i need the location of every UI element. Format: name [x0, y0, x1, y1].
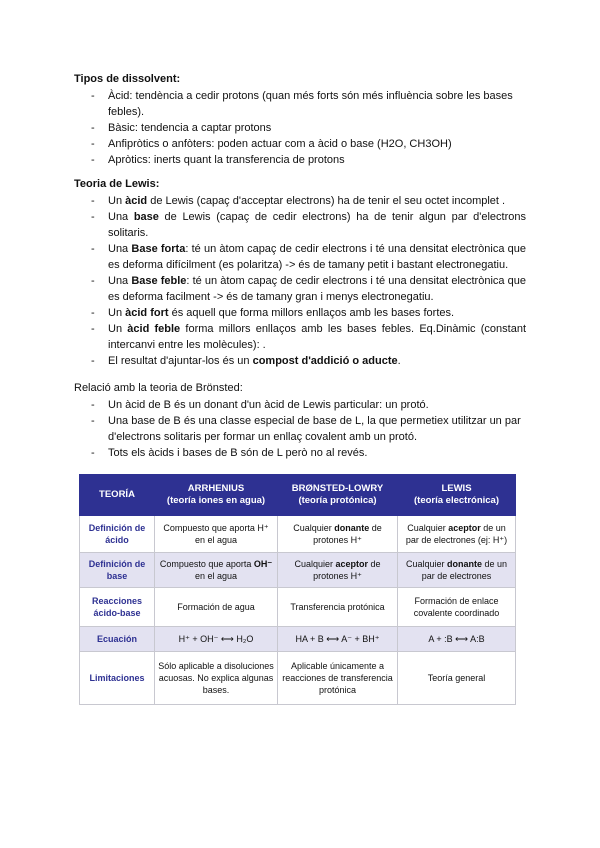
bronsted-list — [74, 397, 526, 461]
row-label: Reacciones ácido-base — [80, 588, 155, 627]
table-cell: Cualquier donante de protones H⁺ — [278, 516, 398, 553]
acid-base-theories-table — [79, 474, 516, 705]
table-row — [80, 516, 516, 553]
table-row — [80, 627, 516, 652]
list-item: - Una base de B és una classe especial de base de L, la que permetiex utilitzar un par d'electrons solitaris per formar un enllaç covalent amb un protó. — [91, 415, 521, 443]
row-label: Ecuación — [80, 627, 155, 652]
table-row — [80, 553, 516, 588]
row-label: Definición de base — [80, 553, 155, 588]
lewis-list — [74, 193, 526, 369]
solvents-section — [74, 72, 526, 168]
list-item: - Apròtics: inerts quant la transferencia de protons — [91, 154, 345, 166]
row-label: Definición de ácido — [80, 516, 155, 553]
table-row — [80, 652, 516, 705]
list-item: - Anfipròtics o anfòters: poden actuar com a àcid o base (H2O, CH3OH) — [91, 138, 452, 150]
bronsted-heading: Relació amb la teoria de Brönsted: — [74, 382, 243, 394]
table-cell: Aplicable únicamente a reacciones de transferencia protónica — [278, 652, 398, 705]
list-item: - Un àcid feble forma millors enllaços amb les bases febles. Eq.Dinàmic (constant intercanvi entre les molècules): . — [91, 323, 527, 351]
header-lewis: LEWIS (teoría electrónica) — [398, 475, 516, 516]
table-cell: Cualquier aceptor de protones H⁺ — [278, 553, 398, 588]
table-cell: Compuesto que aporta OH⁻ en el agua — [155, 553, 278, 588]
table-cell: Formación de agua — [155, 588, 278, 627]
lewis-section — [74, 177, 526, 369]
lewis-heading: Teoria de Lewis: — [74, 178, 160, 190]
table-row — [80, 588, 516, 627]
solvents-list — [74, 88, 526, 168]
bronsted-section — [74, 381, 526, 461]
list-item: - Un àcid de B és un donant d'un àcid de Lewis particular: un protó. — [91, 399, 429, 411]
table-cell: Formación de enlace covalente coordinado — [398, 588, 516, 627]
list-item: - Un àcid fort és aquell que forma millors enllaços amb les bases fortes. — [91, 307, 455, 319]
list-item: - El resultat d'ajuntar-los és un compost d'addició o aducte. — [91, 355, 401, 367]
table-cell: Cualquier donante de un par de electrones — [398, 553, 516, 588]
list-item: - Bàsic: tendencia a captar protons — [91, 122, 272, 134]
table-cell: Teoría general — [398, 652, 516, 705]
header-arrhenius: ARRHENIUS (teoría iones en agua) — [155, 475, 278, 516]
header-bronsted-lowry: BRØNSTED-LOWRY (teoría protónica) — [278, 475, 398, 516]
table-cell: A + :B ⟷ A:B — [398, 627, 516, 652]
list-item: - Una Base forta: té un àtom capaç de cedir electrons i té una densitat electrònica que es deforma difícilment (es polaritza) -> és de tamany petit i bastant electronegatiu. — [91, 243, 526, 271]
header-theory: TEORÍA — [80, 475, 155, 516]
list-item: - Un àcid de Lewis (capaç d'acceptar electrons) ha de tenir el seu octet incomplet . — [91, 195, 506, 207]
table-cell: Transferencia protónica — [278, 588, 398, 627]
table-cell: Compuesto que aporta H⁺ en el agua — [155, 516, 278, 553]
table-cell: Cualquier aceptor de un par de electrones (ej: H⁺) — [398, 516, 516, 553]
list-item: - Una base de Lewis (capaç de cedir electrons) ha de tenir algun par d'electrons solitaris. — [91, 211, 526, 239]
table-header-row — [80, 475, 516, 516]
table-cell: Sólo aplicable a disoluciones acuosas. No explica algunas bases. — [155, 652, 278, 705]
table-cell: H⁺ + OH⁻ ⟷ H₂O — [155, 627, 278, 652]
solvents-heading: Tipos de dissolvent: — [74, 73, 181, 85]
table-cell: HA + B ⟷ A⁻ + BH⁺ — [278, 627, 398, 652]
list-item: - Una Base feble: té un àtom capaç de cedir electrons i té una densitat electrònica que es deforma facilment -> és de tamany gran i menys electronegatiu. — [91, 275, 526, 303]
list-item: - Àcid: tendència a cedir protons (quan més forts són més influència sobre les bases febles). — [91, 90, 513, 118]
row-label: Limitaciones — [80, 652, 155, 705]
list-item: - Tots els àcids i bases de B són de L però no al revés. — [91, 447, 368, 459]
